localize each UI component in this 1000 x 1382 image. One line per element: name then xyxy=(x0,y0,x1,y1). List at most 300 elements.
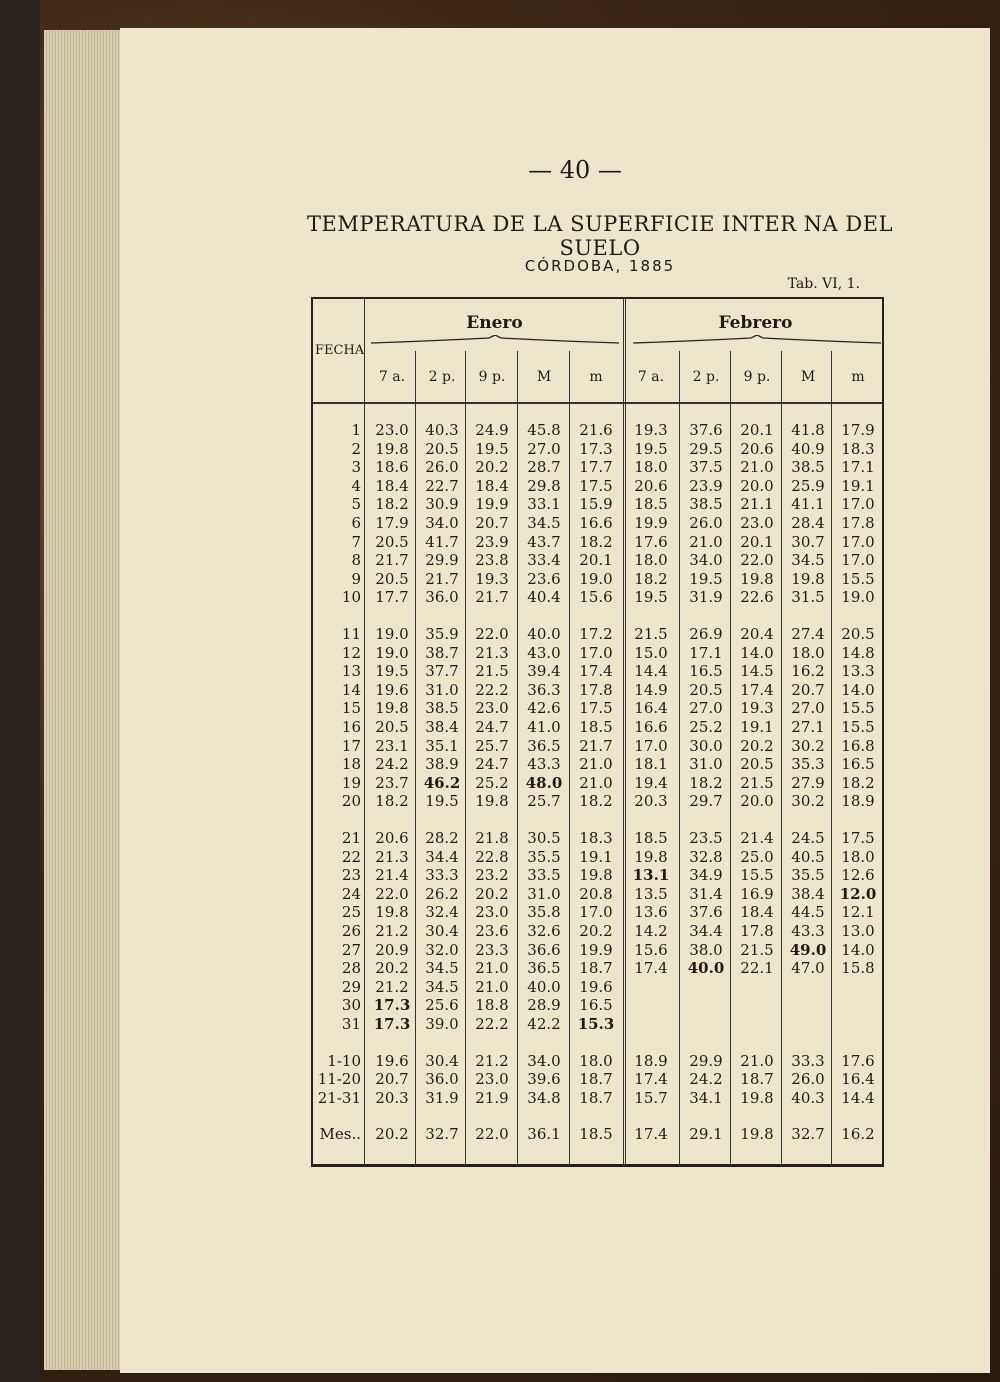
table-cell: 17.5 xyxy=(579,699,613,718)
table-cell: 18.5 xyxy=(634,829,668,847)
table-cell: 17.3 xyxy=(373,996,411,1015)
table-cell: 23.3 xyxy=(475,940,509,959)
table-cell: 32.7 xyxy=(791,1125,825,1144)
header-rule xyxy=(313,402,882,404)
column-header: 7 a. xyxy=(378,369,406,385)
table-cell: 32.8 xyxy=(689,847,723,866)
table-row xyxy=(313,792,886,810)
table-cell: 34.4 xyxy=(425,847,459,866)
table-cell: 40.0 xyxy=(527,625,561,643)
table-row xyxy=(313,941,886,959)
table-cell: 18.7 xyxy=(579,1088,613,1107)
table-cell: 19.8 xyxy=(791,569,825,588)
table-cell: 21.5 xyxy=(475,662,509,681)
table-cell: 30.2 xyxy=(791,736,825,755)
table-cell: 34.5 xyxy=(791,551,825,570)
table-cell: 17.4 xyxy=(740,680,774,699)
table-cell: 23.2 xyxy=(475,866,509,885)
row-label: Mes.. xyxy=(319,1125,361,1144)
row-label: 1 xyxy=(351,421,361,439)
table-cell: 18.5 xyxy=(634,495,668,514)
table-row xyxy=(313,755,886,773)
table-cell: 17.6 xyxy=(841,1051,875,1070)
book-spine xyxy=(0,0,40,1382)
table-cell: 20.6 xyxy=(740,439,774,458)
table-cell: 21.7 xyxy=(475,588,509,607)
table-cell: 19.9 xyxy=(634,514,668,532)
table-cell: 26.0 xyxy=(791,1070,825,1089)
table-cell: 43.3 xyxy=(527,755,561,774)
table-cell: 22.0 xyxy=(375,884,409,903)
table-cell: 21.8 xyxy=(475,829,509,847)
table-cell: 19.8 xyxy=(375,699,409,718)
table-cell: 21.3 xyxy=(475,643,509,662)
table-cell: 34.9 xyxy=(689,866,723,885)
table-cell: 20.3 xyxy=(375,1088,409,1107)
table-cell: 34.5 xyxy=(425,977,459,996)
row-label: 20 xyxy=(341,792,361,811)
row-label: 14 xyxy=(341,680,361,699)
column-header: 2 p. xyxy=(692,369,720,385)
table-cell: 22.2 xyxy=(475,1015,509,1033)
table-cell: 31.4 xyxy=(689,884,723,903)
table-cell: 18.2 xyxy=(375,495,409,514)
row-label: 6 xyxy=(351,514,361,532)
table-cell: 21.4 xyxy=(375,866,409,885)
table-cell: 25.9 xyxy=(791,476,825,495)
table-cell: 20.6 xyxy=(375,829,409,847)
table-cell: 19.6 xyxy=(579,977,613,996)
table-cell: 20.9 xyxy=(375,940,409,959)
row-label: 29 xyxy=(341,977,361,996)
table-cell: 20.5 xyxy=(689,680,723,699)
table-cell: 41.7 xyxy=(425,532,459,551)
table-cell: 37.6 xyxy=(689,903,723,922)
table-cell: 17.4 xyxy=(634,1125,668,1144)
row-label: 16 xyxy=(341,718,361,736)
enero-brace xyxy=(371,335,619,345)
table-cell: 34.0 xyxy=(425,514,459,532)
table-cell: 21.4 xyxy=(740,829,774,847)
table-cell: 49.0 xyxy=(789,940,827,959)
table-row xyxy=(313,1070,886,1088)
febrero-brace xyxy=(633,335,881,345)
table-cell: 19.8 xyxy=(375,903,409,922)
table-cell: 20.7 xyxy=(475,514,509,532)
table-cell: 37.7 xyxy=(425,662,459,681)
table-cell: 39.6 xyxy=(527,1070,561,1089)
table-cell: 30.5 xyxy=(527,829,561,847)
table-cell: 30.4 xyxy=(425,922,459,940)
table-row xyxy=(313,421,886,439)
table-cell: 25.2 xyxy=(689,718,723,736)
table-cell: 17.8 xyxy=(841,514,875,532)
table-cell: 29.5 xyxy=(689,439,723,458)
table-cell: 17.1 xyxy=(689,643,723,662)
table-cell: 33.3 xyxy=(791,1051,825,1070)
table-cell: 14.2 xyxy=(634,922,668,940)
table-cell: 31.0 xyxy=(425,680,459,699)
table-cell: 18.2 xyxy=(579,532,613,551)
table-cell: 16.8 xyxy=(841,736,875,755)
table-cell: 30.2 xyxy=(791,792,825,811)
table-cell: 16.9 xyxy=(740,884,774,903)
table-cell: 20.1 xyxy=(579,551,613,570)
row-label: 11 xyxy=(341,625,361,643)
table-cell: 17.0 xyxy=(841,551,875,570)
row-label: 18 xyxy=(341,755,361,774)
table-cell: 17.2 xyxy=(579,625,613,643)
table-cell: 18.0 xyxy=(841,847,875,866)
table-cell: 23.9 xyxy=(475,532,509,551)
table-row xyxy=(313,978,886,996)
row-label: 27 xyxy=(341,940,361,959)
table-cell: 18.1 xyxy=(634,755,668,774)
table-cell: 14.0 xyxy=(740,643,774,662)
table-cell: 36.5 xyxy=(527,736,561,755)
table-cell: 38.5 xyxy=(689,495,723,514)
table-cell: 19.8 xyxy=(475,792,509,811)
table-cell: 17.3 xyxy=(579,439,613,458)
table-cell: 21.0 xyxy=(740,1051,774,1070)
table-cell: 31.9 xyxy=(425,1088,459,1107)
table-cell: 31.0 xyxy=(689,755,723,774)
table-cell: 28.2 xyxy=(425,829,459,847)
table-cell: 16.5 xyxy=(689,662,723,681)
table-cell: 12.1 xyxy=(841,903,875,922)
table-cell: 29.8 xyxy=(527,476,561,495)
table-cell: 16.2 xyxy=(841,1125,875,1144)
row-label: 5 xyxy=(351,495,361,514)
table-cell: 34.8 xyxy=(527,1088,561,1107)
table-cell: 17.9 xyxy=(375,514,409,532)
column-header: m xyxy=(851,369,865,385)
table-cell: 20.7 xyxy=(375,1070,409,1089)
table-cell: 18.8 xyxy=(475,996,509,1015)
table-cell: 19.8 xyxy=(740,1088,774,1107)
table-cell: 15.0 xyxy=(634,643,668,662)
table-cell: 23.0 xyxy=(475,1070,509,1089)
table-cell: 29.9 xyxy=(689,1051,723,1070)
table-cell: 27.0 xyxy=(689,699,723,718)
row-label: 28 xyxy=(341,959,361,978)
table-cell: 15.5 xyxy=(841,699,875,718)
table-row xyxy=(313,885,886,903)
table-cell: 20.7 xyxy=(791,680,825,699)
table-cell: 19.8 xyxy=(740,1125,774,1144)
table-cell: 19.3 xyxy=(475,569,509,588)
table-cell: 30.0 xyxy=(689,736,723,755)
table-cell: 30.4 xyxy=(425,1051,459,1070)
table-cell: 22.1 xyxy=(740,959,774,978)
table-cell: 20.5 xyxy=(740,755,774,774)
table-cell: 34.1 xyxy=(689,1088,723,1107)
table-cell: 24.7 xyxy=(475,718,509,736)
table-cell: 33.5 xyxy=(527,866,561,885)
table-cell: 19.5 xyxy=(425,792,459,811)
table-row xyxy=(313,1015,886,1033)
table-cell: 17.3 xyxy=(373,1015,411,1033)
table-row xyxy=(313,866,886,884)
table-cell: 20.5 xyxy=(375,532,409,551)
table-cell: 12.6 xyxy=(841,866,875,885)
table-cell: 20.0 xyxy=(740,792,774,811)
table-cell: 21.0 xyxy=(689,532,723,551)
table-cell: 16.2 xyxy=(791,662,825,681)
table-cell: 36.0 xyxy=(425,588,459,607)
table-cell: 21.2 xyxy=(375,922,409,940)
table-cell: 38.9 xyxy=(425,755,459,774)
table-cell: 26.0 xyxy=(689,514,723,532)
table-cell: 17.4 xyxy=(634,959,668,978)
table-cell: 22.8 xyxy=(475,847,509,866)
table-cell: 17.0 xyxy=(841,495,875,514)
table-row xyxy=(313,551,886,569)
table-cell: 22.0 xyxy=(740,551,774,570)
table-cell: 43.3 xyxy=(791,922,825,940)
column-header: 9 p. xyxy=(743,369,771,385)
table-cell: 13.3 xyxy=(841,662,875,681)
table-row xyxy=(313,625,886,643)
table-cell: 18.9 xyxy=(634,1051,668,1070)
table-cell: 30.9 xyxy=(425,495,459,514)
row-label: 12 xyxy=(341,643,361,662)
table-cell: 16.4 xyxy=(841,1070,875,1089)
table-cell: 20.3 xyxy=(634,792,668,811)
table-cell: 15.9 xyxy=(579,495,613,514)
table-cell: 22.0 xyxy=(475,625,509,643)
table-cell: 27.0 xyxy=(791,699,825,718)
table-cell: 21.7 xyxy=(375,551,409,570)
table-cell: 23.6 xyxy=(527,569,561,588)
row-label: 25 xyxy=(341,903,361,922)
row-label: 30 xyxy=(341,996,361,1015)
table-cell: 19.1 xyxy=(579,847,613,866)
table-row xyxy=(313,737,886,755)
table-cell: 14.0 xyxy=(841,940,875,959)
table-cell: 29.7 xyxy=(689,792,723,811)
table-cell: 20.2 xyxy=(375,959,409,978)
table-cell: 29.9 xyxy=(425,551,459,570)
table-cell: 42.6 xyxy=(527,699,561,718)
table-cell: 26.0 xyxy=(425,458,459,477)
table-cell: 18.7 xyxy=(740,1070,774,1089)
month-header-febrero: Febrero xyxy=(718,313,793,333)
table-cell: 23.0 xyxy=(475,699,509,718)
table-cell: 21.2 xyxy=(475,1051,509,1070)
table-cell: 14.8 xyxy=(841,643,875,662)
table-cell: 40.4 xyxy=(527,588,561,607)
table-cell: 18.0 xyxy=(579,1051,613,1070)
table-cell: 14.0 xyxy=(841,680,875,699)
table-cell: 31.5 xyxy=(791,588,825,607)
table-cell: 17.0 xyxy=(634,736,668,755)
table-cell: 19.5 xyxy=(634,439,668,458)
table-cell: 18.3 xyxy=(579,829,613,847)
row-label: 8 xyxy=(351,551,361,570)
row-label: 3 xyxy=(351,458,361,477)
table-cell: 38.5 xyxy=(425,699,459,718)
table-cell: 40.5 xyxy=(791,847,825,866)
row-label: 24 xyxy=(341,884,361,903)
table-cell: 23.5 xyxy=(689,829,723,847)
table-cell: 40.3 xyxy=(791,1088,825,1107)
table-cell: 33.4 xyxy=(527,551,561,570)
table-cell: 19.5 xyxy=(689,569,723,588)
table-cell: 20.1 xyxy=(740,532,774,551)
table-cell: 27.4 xyxy=(791,625,825,643)
table-cell: 21.7 xyxy=(579,736,613,755)
table-cell: 20.2 xyxy=(375,1125,409,1144)
row-label: 26 xyxy=(341,922,361,940)
table-cell: 16.6 xyxy=(634,718,668,736)
table-cell: 23.1 xyxy=(375,736,409,755)
table-cell: 25.6 xyxy=(425,996,459,1015)
table-cell: 18.2 xyxy=(841,773,875,792)
table-cell: 41.0 xyxy=(527,718,561,736)
table-cell: 17.9 xyxy=(841,421,875,439)
table-cell: 19.8 xyxy=(375,439,409,458)
table-cell: 20.8 xyxy=(579,884,613,903)
table-cell: 18.5 xyxy=(579,1125,613,1144)
table-cell: 23.8 xyxy=(475,551,509,570)
table-row xyxy=(313,699,886,717)
table-cell: 20.2 xyxy=(579,922,613,940)
table-cell: 31.9 xyxy=(689,588,723,607)
table-cell: 17.5 xyxy=(579,476,613,495)
table-cell: 19.1 xyxy=(740,718,774,736)
table-cell: 18.7 xyxy=(579,1070,613,1089)
table-cell: 39.4 xyxy=(527,662,561,681)
table-cell: 46.2 xyxy=(423,773,461,792)
table-cell: 19.4 xyxy=(634,773,668,792)
table-cell: 34.4 xyxy=(689,922,723,940)
table-cell: 19.8 xyxy=(740,569,774,588)
table-cell: 26.9 xyxy=(689,625,723,643)
table-cell: 17.0 xyxy=(841,532,875,551)
table-row xyxy=(313,1089,886,1107)
table-cell: 13.0 xyxy=(841,922,875,940)
table-cell: 17.4 xyxy=(634,1070,668,1089)
table-cell: 24.7 xyxy=(475,755,509,774)
table-cell: 22.2 xyxy=(475,680,509,699)
table-cell: 37.6 xyxy=(689,421,723,439)
table-cell: 19.6 xyxy=(375,680,409,699)
table-row xyxy=(313,848,886,866)
table-cell: 34.5 xyxy=(527,514,561,532)
table-cell: 34.0 xyxy=(689,551,723,570)
table-cell: 18.2 xyxy=(634,569,668,588)
table-cell: 35.5 xyxy=(527,847,561,866)
table-cell: 17.5 xyxy=(841,829,875,847)
table-cell: 19.0 xyxy=(579,569,613,588)
table-cell: 35.9 xyxy=(425,625,459,643)
table-cell: 14.9 xyxy=(634,680,668,699)
table-cell: 33.1 xyxy=(527,495,561,514)
table-row xyxy=(313,533,886,551)
table-cell: 19.3 xyxy=(740,699,774,718)
table-cell: 21.7 xyxy=(425,569,459,588)
table-row xyxy=(313,718,886,736)
row-label: 13 xyxy=(341,662,361,681)
table-cell: 24.2 xyxy=(689,1070,723,1089)
table-row xyxy=(313,1052,886,1070)
row-label: 1-10 xyxy=(327,1051,361,1070)
table-cell: 17.4 xyxy=(579,662,613,681)
table-row xyxy=(313,829,886,847)
table-cell: 24.9 xyxy=(475,421,509,439)
table-row xyxy=(313,644,886,662)
row-label: 7 xyxy=(351,532,361,551)
table-cell: 21.0 xyxy=(579,755,613,774)
table-row xyxy=(313,440,886,458)
table-cell: 35.3 xyxy=(791,755,825,774)
table-cell: 21.0 xyxy=(475,977,509,996)
table-cell: 18.6 xyxy=(375,458,409,477)
table-row xyxy=(313,681,886,699)
table-cell: 22.0 xyxy=(475,1125,509,1144)
table-cell: 23.0 xyxy=(740,514,774,532)
table-cell: 19.3 xyxy=(634,421,668,439)
table-cell: 38.4 xyxy=(791,884,825,903)
row-label: 31 xyxy=(341,1015,361,1033)
row-label: 4 xyxy=(351,476,361,495)
table-cell: 40.0 xyxy=(527,977,561,996)
table-row xyxy=(313,959,886,977)
table-cell: 19.5 xyxy=(475,439,509,458)
table-cell: 15.6 xyxy=(634,940,668,959)
table-cell: 20.0 xyxy=(740,476,774,495)
table-row xyxy=(313,514,886,532)
table-cell: 13.5 xyxy=(634,884,668,903)
table-cell: 19.6 xyxy=(375,1051,409,1070)
table-cell: 12.0 xyxy=(839,884,877,903)
table-cell: 36.1 xyxy=(527,1125,561,1144)
table-cell: 19.9 xyxy=(579,940,613,959)
table-cell: 42.2 xyxy=(527,1015,561,1033)
table-cell: 21.0 xyxy=(579,773,613,792)
table-row xyxy=(313,996,886,1014)
table-cell: 18.9 xyxy=(841,792,875,811)
table-cell: 15.5 xyxy=(841,569,875,588)
table-cell: 36.5 xyxy=(527,959,561,978)
table-cell: 36.6 xyxy=(527,940,561,959)
table-cell: 28.7 xyxy=(527,458,561,477)
temperature-table xyxy=(311,297,884,1167)
table-cell: 19.0 xyxy=(841,588,875,607)
table-cell: 18.4 xyxy=(740,903,774,922)
column-header: M xyxy=(800,369,816,385)
table-cell: 45.8 xyxy=(527,421,561,439)
table-cell: 18.7 xyxy=(579,959,613,978)
table-cell: 20.2 xyxy=(740,736,774,755)
table-cell: 35.8 xyxy=(527,903,561,922)
table-row xyxy=(313,903,886,921)
table-cell: 40.0 xyxy=(687,959,725,978)
table-cell: 31.0 xyxy=(527,884,561,903)
table-cell: 34.5 xyxy=(425,959,459,978)
table-cell: 17.7 xyxy=(375,588,409,607)
table-cell: 25.7 xyxy=(475,736,509,755)
table-cell: 23.0 xyxy=(375,421,409,439)
table-cell: 15.3 xyxy=(577,1015,615,1033)
table-cell: 17.7 xyxy=(579,458,613,477)
table-cell: 19.8 xyxy=(634,847,668,866)
table-cell: 21.5 xyxy=(740,773,774,792)
table-cell: 18.5 xyxy=(579,718,613,736)
month-header-enero: Enero xyxy=(466,313,523,333)
table-cell: 36.3 xyxy=(527,680,561,699)
